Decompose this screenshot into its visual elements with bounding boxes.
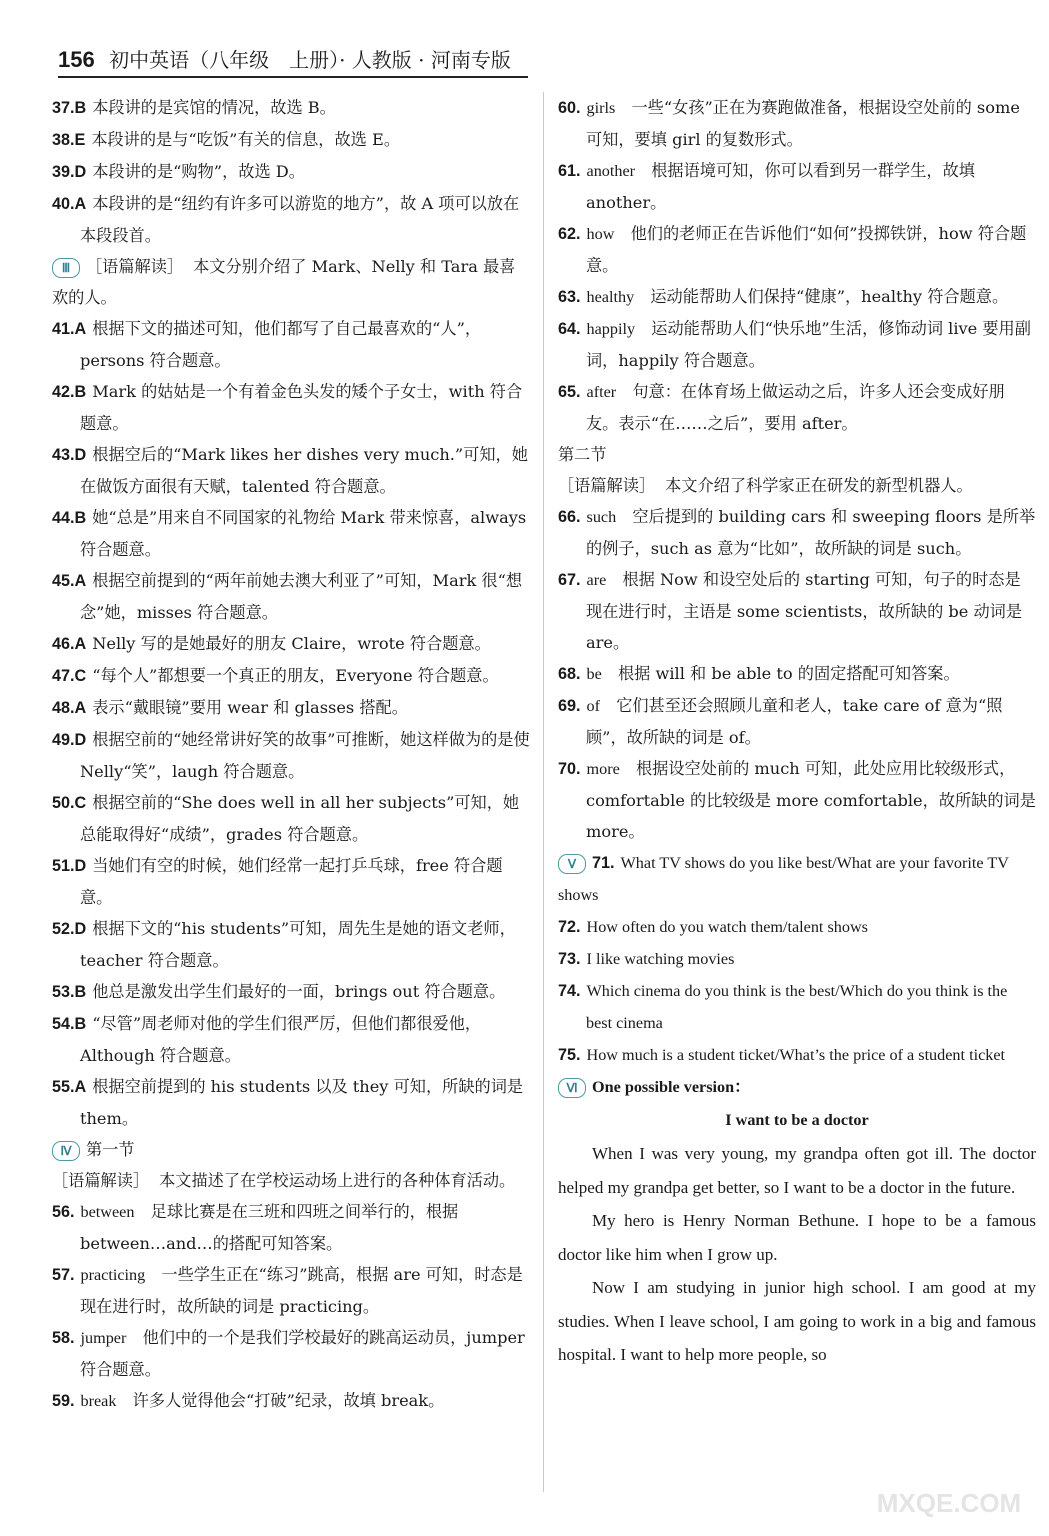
answer-number: 50.C	[52, 794, 87, 812]
answer-number: 60.	[558, 99, 581, 117]
answer-number: 41.A	[52, 320, 87, 338]
answer-sentence: Which cinema do you think is the best/Which do you think is the best cinema	[586, 982, 1008, 1032]
answer-number: 62.	[558, 225, 581, 243]
answer-number: 67.	[558, 571, 581, 589]
essay-paragraph: When I was very young, my grandpa often got ill. The doctor helped my grandpa get better, so I want to be a doctor in the future.	[558, 1144, 1036, 1197]
answer-word: between	[80, 1203, 135, 1221]
watermark-text: MXQE.COM	[876, 1488, 1022, 1518]
explanation: 表示“戴眼镜”要用 wear 和 glasses 搭配。	[92, 698, 408, 717]
answer-item	[52, 1322, 530, 1385]
section-4b-heading: 第二节	[558, 445, 607, 464]
answer-item	[52, 502, 530, 565]
answer-item	[52, 156, 530, 188]
answer-item	[558, 911, 1036, 943]
answer-number: 51.D	[52, 857, 87, 875]
answer-number: 68.	[558, 665, 581, 683]
explanation: 空后提到的 building cars 和 sweeping floors 是所举的例子，such as 意为“比如”，故所缺的词是 such。	[586, 507, 1036, 558]
answer-word: after	[586, 383, 617, 401]
answer-word: more	[586, 760, 620, 778]
explanation: 许多人觉得他会“打破”纪录，故填 break。	[132, 1391, 445, 1410]
explanation: 运动能帮助人们保持“健康”，healthy 符合题意。	[650, 287, 1009, 306]
explanation: Nelly 写的是她最好的朋友 Claire，wrote 符合题意。	[92, 634, 491, 653]
explanation: 本段讲的是宾馆的情况，故选 B。	[92, 98, 336, 117]
answer-number: 53.B	[52, 983, 87, 1001]
answer-word: are	[586, 571, 607, 589]
section-summary: 本文描述了在学校运动场上进行的各种体育活动。	[159, 1171, 516, 1190]
answer-item	[558, 281, 1036, 313]
answer-item	[558, 218, 1036, 281]
answer-item	[52, 565, 530, 628]
explanation: 根据下文的描述可知，他们都写了自己最喜欢的“人”，persons 符合题意。	[80, 319, 482, 370]
section-6-heading	[558, 1071, 1036, 1103]
explanation: 根据空前的“She does well in all her subjects”可知，她总能取得好“成绩”，grades 符合题意。	[80, 793, 520, 844]
answer-word: another	[586, 162, 636, 180]
answer-item	[52, 1071, 530, 1134]
explanation: 一些学生正在“练习”跳高，根据 are 可知，时态是现在进行时，故所缺的词是 practicing。	[80, 1265, 523, 1316]
explanation: 本段讲的是“纽约有许多可以游览的地方”，故 A 项可以放在本段段首。	[80, 194, 520, 245]
answer-item	[52, 692, 530, 724]
answer-word: be	[586, 665, 602, 683]
section-label: ［语篇解读］	[558, 476, 656, 495]
answer-sentence: How often do you watch them/talent shows	[586, 918, 868, 936]
answer-number: 74.	[558, 982, 581, 1000]
answer-item	[558, 313, 1036, 376]
answer-item	[52, 850, 530, 913]
section-badge: Ⅳ	[52, 1141, 80, 1161]
answer-item	[558, 847, 1036, 911]
answer-item	[558, 690, 1036, 753]
explanation: 运动能帮助人们“快乐地”生活，修饰动词 live 要用副词，happily 符合题意。	[586, 319, 1031, 370]
essay-title: I want to be a doctor	[725, 1111, 869, 1129]
answer-number: 59.	[52, 1392, 75, 1410]
answer-item	[52, 313, 530, 376]
answer-number: 66.	[558, 508, 581, 526]
answer-number: 65.	[558, 383, 581, 401]
column-divider	[543, 92, 544, 1492]
answer-number: 39.D	[52, 163, 87, 181]
answer-item	[558, 1039, 1036, 1071]
page-header	[58, 44, 511, 73]
answer-number: 45.A	[52, 572, 87, 590]
answer-item	[52, 439, 530, 502]
explanation: 根据 will 和 be able to 的固定搭配可知答案。	[617, 664, 960, 683]
answer-item	[558, 943, 1036, 975]
section-badge: Ⅵ	[558, 1078, 586, 1098]
answer-word: jumper	[80, 1329, 127, 1347]
right-column	[558, 92, 1036, 1508]
explanation: 他们中的一个是我们学校最好的跳高运动员，jumper 符合题意。	[80, 1328, 525, 1379]
answer-item	[558, 753, 1036, 847]
answer-item	[52, 787, 530, 850]
watermark-logo	[869, 1462, 1029, 1526]
section-3-intro	[52, 251, 530, 313]
explanation: 根据 Now 和设空处后的 starting 可知，句子的时态是现在进行时，主语是 some scientists，故所缺的 be 动词是 are。	[586, 570, 1023, 652]
answer-word: girls	[586, 99, 616, 117]
answer-item	[558, 564, 1036, 658]
answer-word: such	[586, 508, 617, 526]
section-4-intro	[52, 1165, 530, 1196]
explanation: 句意：在体育场上做运动之后，许多人还会变成好朋友。表示“在……之后”，要用 after。	[586, 382, 1005, 433]
answer-number: 71.	[592, 854, 615, 872]
answer-number: 44.B	[52, 509, 87, 527]
left-column	[52, 92, 530, 1508]
section-title: 第一节	[86, 1140, 135, 1159]
answer-item	[52, 1385, 530, 1417]
section-4-heading	[52, 1134, 530, 1165]
answer-number: 37.B	[52, 99, 87, 117]
answer-item	[52, 913, 530, 976]
answer-number: 64.	[558, 320, 581, 338]
explanation: 根据设空处前的 much 可知，此处应用比较级形式，comfortable 的比较级是 more comfortable，故所缺的词是 more。	[586, 759, 1036, 841]
explanation: 本段讲的是与“吃饭”有关的信息，故选 E。	[91, 130, 401, 149]
header-rule	[58, 76, 528, 78]
explanation: 它们甚至还会照顾儿童和老人，take care of 意为“照顾”，故所缺的词是 of。	[586, 696, 1003, 747]
explanation: 她“总是”用来自不同国家的礼物给 Mark 带来惊喜，always 符合题意。	[80, 508, 527, 559]
answer-number: 43.D	[52, 446, 87, 464]
explanation: 本段讲的是“购物”，故选 D。	[92, 162, 305, 181]
answer-item	[52, 976, 530, 1008]
answer-number: 49.D	[52, 731, 87, 749]
explanation: 他们的老师正在告诉他们“如何”投掷铁饼，how 符合题意。	[586, 224, 1027, 275]
section-summary: 本文分别介绍了 Mark、Nelly 和 Tara 最喜欢的人。	[52, 257, 516, 307]
answer-number: 40.A	[52, 195, 87, 213]
answer-number: 61.	[558, 162, 581, 180]
answer-number: 56.	[52, 1203, 75, 1221]
section-badge: Ⅴ	[558, 854, 586, 874]
answer-word: healthy	[586, 288, 635, 306]
answer-item	[558, 376, 1036, 439]
answer-number: 70.	[558, 760, 581, 778]
answer-item	[52, 628, 530, 660]
answer-item	[52, 188, 530, 251]
answer-item	[558, 155, 1036, 218]
answer-number: 42.B	[52, 383, 87, 401]
answer-number: 54.B	[52, 1015, 87, 1033]
explanation: 根据空后的“Mark likes her dishes very much.”可知，她在做饭方面很有天赋，talented 符合题意。	[80, 445, 528, 496]
answer-item	[52, 660, 530, 692]
explanation: 根据空前提到的“两年前她去澳大利亚了”可知，Mark 很“想念”她，misses 符合题意。	[80, 571, 523, 622]
answer-number: 38.E	[52, 131, 86, 149]
book-title: 初中英语（八年级 上册）· 人教版 · 河南专版	[109, 48, 511, 72]
answer-item	[52, 124, 530, 156]
answer-sentence: I like watching movies	[586, 950, 735, 968]
answer-word: happily	[586, 320, 636, 338]
answer-item	[558, 501, 1036, 564]
explanation: 根据下文的“his students”可知，周先生是她的语文老师，teacher 符合题意。	[80, 919, 516, 970]
answer-number: 75.	[558, 1046, 581, 1064]
answer-number: 55.A	[52, 1078, 87, 1096]
explanation: 足球比赛是在三班和四班之间举行的，根据 between…and…的搭配可知答案。	[80, 1202, 459, 1253]
answer-number: 48.A	[52, 699, 87, 717]
answer-item	[52, 724, 530, 787]
answer-word: of	[586, 697, 600, 715]
page-number: 156	[58, 47, 95, 72]
explanation: 他总是激发出学生们最好的一面，brings out 符合题意。	[92, 982, 506, 1001]
explanation: Mark 的姑姑是一个有着金色头发的矮个子女士，with 符合题意。	[80, 382, 523, 433]
section-badge: Ⅲ	[52, 258, 80, 278]
answer-word: how	[586, 225, 615, 243]
answer-item	[558, 975, 1036, 1039]
answer-word: practicing	[80, 1266, 146, 1284]
essay-paragraph: My hero is Henry Norman Bethune. I hope to be a famous doctor like him when I grow up.	[558, 1211, 1036, 1264]
explanation: “尽管”周老师对他的学生们很严厉，但他们都很爱他，Although 符合题意。	[80, 1014, 482, 1065]
answer-number: 57.	[52, 1266, 75, 1284]
explanation: 根据空前的“她经常讲好笑的故事”可推断，她这样做为的是使 Nelly“笑”，laugh 符合题意。	[80, 730, 530, 781]
section-label: One possible version：	[592, 1078, 751, 1096]
answer-number: 73.	[558, 950, 581, 968]
explanation: 根据语境可知，你可以看到另一群学生，故填 another。	[586, 161, 975, 212]
section-4b-intro	[558, 470, 1036, 501]
answer-number: 58.	[52, 1329, 75, 1347]
answer-number: 52.D	[52, 920, 87, 938]
explanation: 当她们有空的时候，她们经常一起打乒乓球，free 符合题意。	[80, 856, 503, 907]
essay-paragraph: Now I am studying in junior high school. I am good at my studies. When I leave school, I am going to work in a big and famous hospital. I want to help more people, so	[558, 1278, 1036, 1364]
explanation: “每个人”都想要一个真正的朋友，Everyone 符合题意。	[92, 666, 499, 685]
answer-word: break	[80, 1392, 117, 1410]
answer-number: 46.A	[52, 635, 87, 653]
answer-number: 47.C	[52, 667, 87, 685]
answer-item	[52, 376, 530, 439]
answer-item	[558, 92, 1036, 155]
answer-sentence: What TV shows do you like best/What are your favorite TV shows	[558, 854, 1009, 904]
explanation: 一些“女孩”正在为赛跑做准备，根据设空处前的 some 可知，要填 girl 的复数形式。	[586, 98, 1020, 149]
answer-item	[52, 1008, 530, 1071]
answer-number: 63.	[558, 288, 581, 306]
section-label: ［语篇解读］	[86, 257, 184, 276]
answer-item	[52, 1196, 530, 1259]
section-label: ［语篇解读］	[52, 1171, 150, 1190]
section-summary: 本文介绍了科学家正在研发的新型机器人。	[665, 476, 973, 495]
answer-item	[52, 92, 530, 124]
answer-item	[52, 1259, 530, 1322]
answer-number: 69.	[558, 697, 581, 715]
answer-number: 72.	[558, 918, 581, 936]
answer-sentence: How much is a student ticket/What’s the price of a student ticket	[586, 1046, 1006, 1064]
explanation: 根据空前提到的 his students 以及 they 可知，所缺的词是 them。	[80, 1077, 524, 1128]
answer-item	[558, 658, 1036, 690]
